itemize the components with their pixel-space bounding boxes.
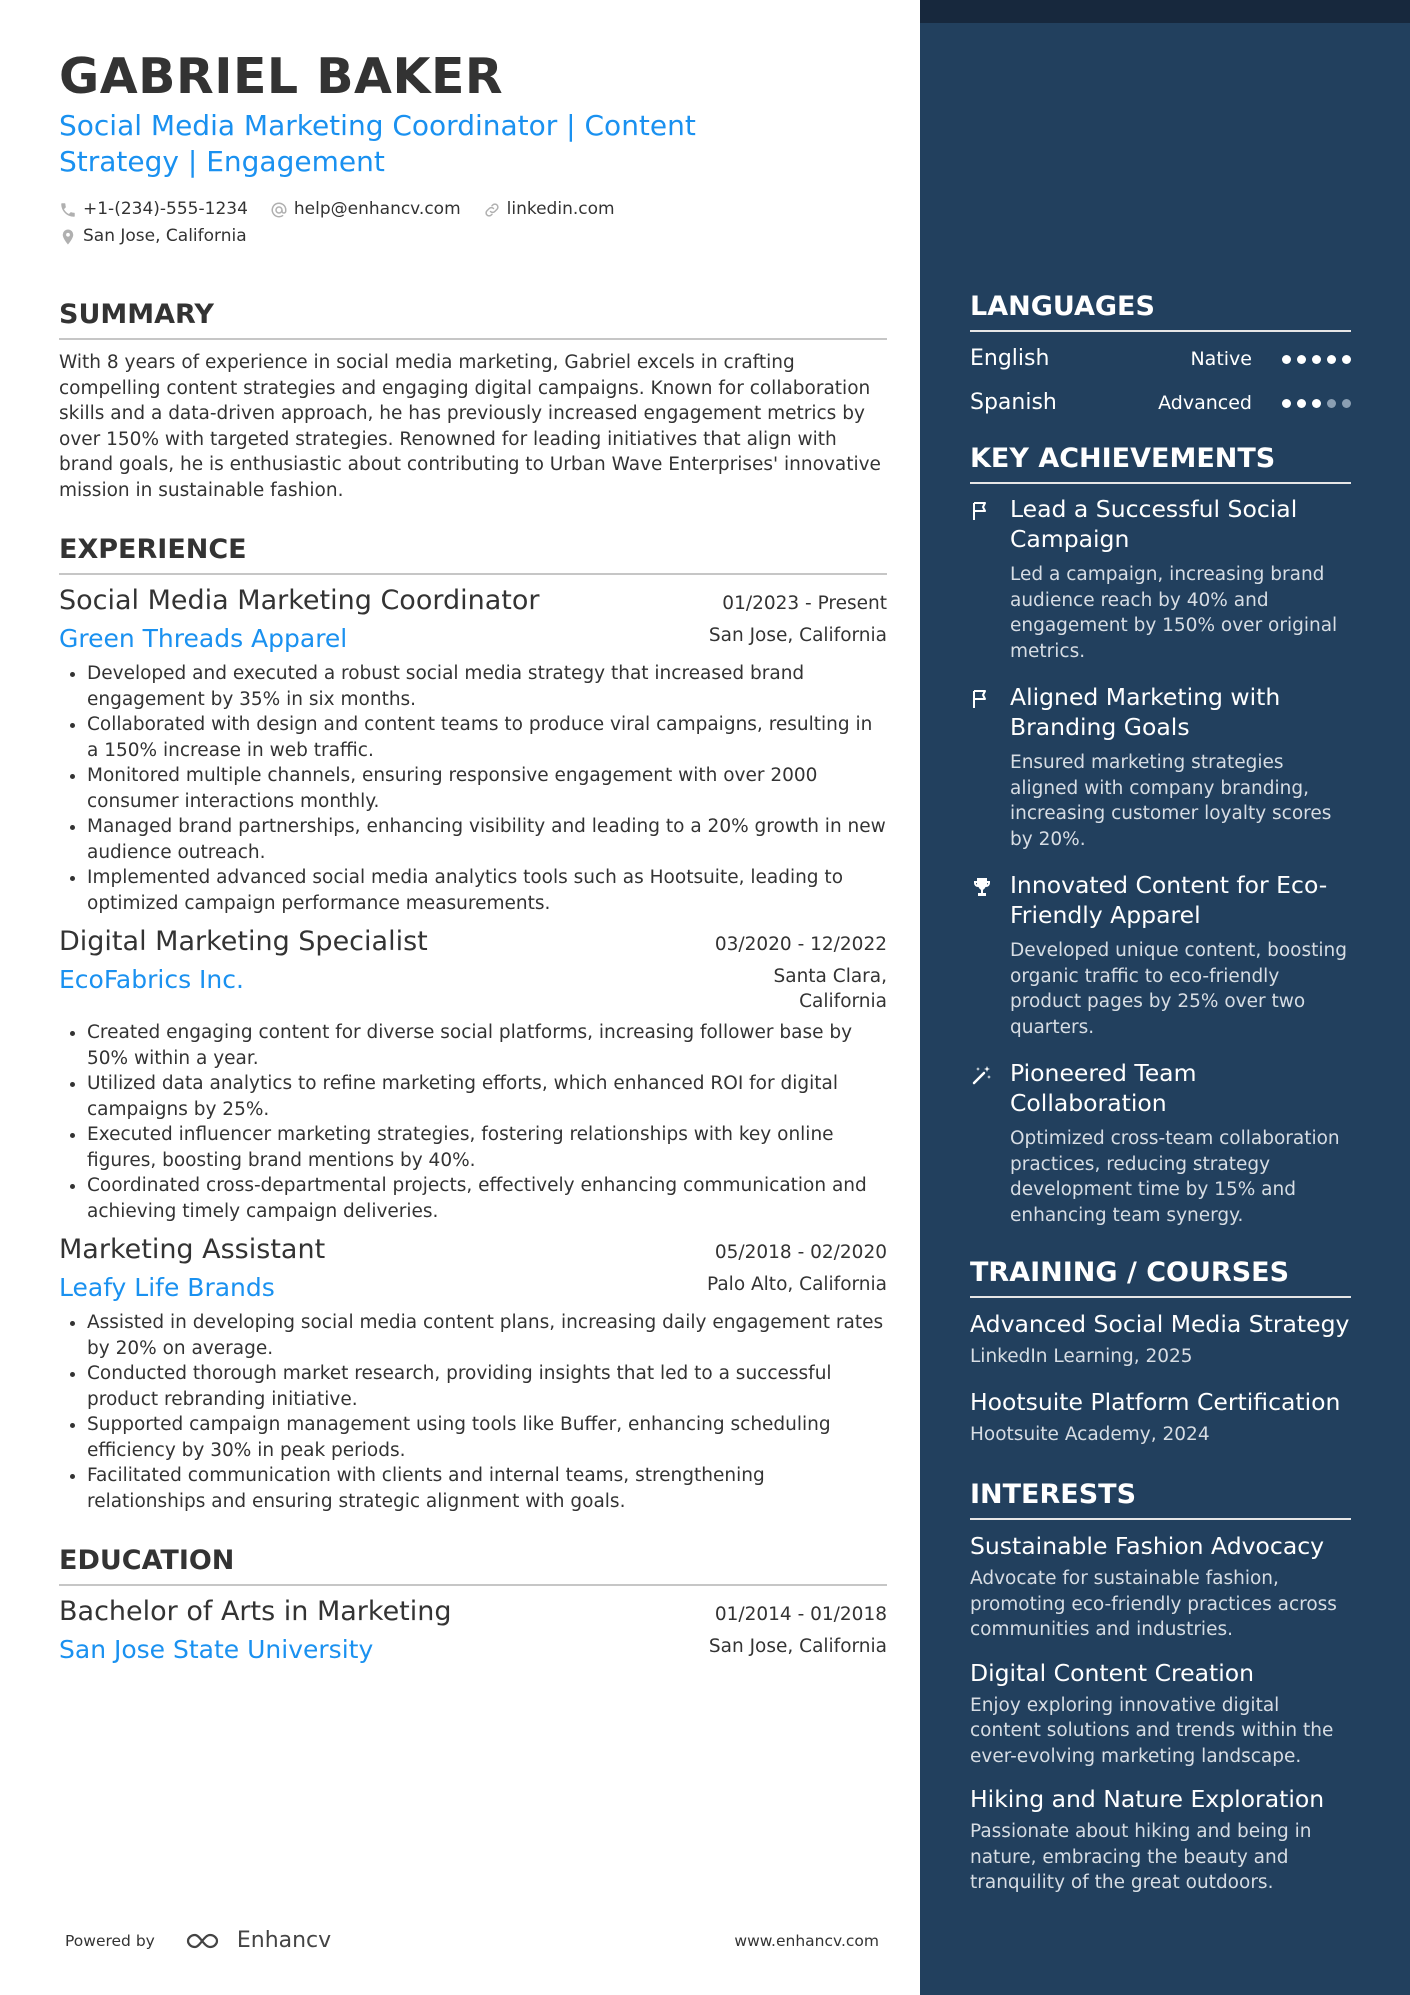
achievement-desc: Ensured marketing strategies aligned with company branding, increasing customer loyalty scores by 20%. — [1010, 752, 1332, 850]
achievement-title: Pioneered Team Collaboration — [1010, 1059, 1197, 1117]
trophy-icon — [970, 875, 994, 899]
phone-icon — [59, 201, 77, 219]
interest-desc: Advocate for sustainable fashion, promoting eco-friendly practices across communities and industries. — [970, 1568, 1337, 1640]
bullet-item: • Conducted thorough market research, providing insights that led to a successful product rebranding initiative. — [87, 1361, 887, 1412]
job-location: Santa Clara, California — [773, 966, 887, 1012]
interest-desc: Enjoy exploring innovative digital content solutions and trends within the ever-evolving marketing landscape. — [970, 1694, 1334, 1767]
education-heading: EDUCATION — [59, 1544, 887, 1586]
magic-wand-icon — [970, 1063, 994, 1087]
interest-title: Hiking and Nature Exploration — [970, 1785, 1325, 1813]
powered-by-label: Powered by — [65, 1931, 155, 1950]
achievements-heading: KEY ACHIEVEMENTS — [970, 442, 1351, 484]
at-icon — [270, 201, 288, 219]
training-heading: TRAINING / COURSES — [970, 1256, 1351, 1298]
education-entry — [59, 1594, 887, 1666]
job-company: EcoFabrics Inc. — [59, 965, 244, 994]
candidate-name: GABRIEL BAKER — [59, 48, 504, 105]
summary-heading: SUMMARY — [59, 298, 887, 340]
bullet-item: • Managed brand partnerships, enhancing visibility and leading to a 20% growth in new audience outreach. — [87, 814, 887, 865]
course-title: Hootsuite Platform Certification — [970, 1388, 1341, 1416]
course-item — [970, 1386, 1351, 1448]
language-proficiency-dots — [1282, 399, 1351, 408]
achievement-title: Lead a Successful Social Campaign — [1010, 495, 1298, 553]
interest-item — [970, 1657, 1351, 1770]
course-item — [970, 1308, 1351, 1370]
job-company: Leafy Life Brands — [59, 1273, 275, 1302]
language-item — [970, 386, 1351, 420]
job-entry — [59, 583, 887, 916]
bullet-item: • Assisted in developing social media content plans, increasing daily engagement rates by 20% on average. — [87, 1310, 887, 1361]
language-level: Native — [1190, 348, 1252, 370]
achievement-item — [970, 1058, 1351, 1228]
map-pin-icon — [59, 228, 77, 246]
location-text: San Jose, California — [83, 226, 247, 246]
filled-dot — [1342, 355, 1351, 364]
achievement-item — [970, 870, 1351, 1040]
achievement-title: Aligned Marketing with Branding Goals — [1010, 683, 1281, 741]
filled-dot — [1297, 355, 1306, 364]
phone-text: +1-(234)-555-1234 — [83, 199, 248, 219]
bullet-item: • Supported campaign management using tools like Buffer, enhancing scheduling efficiency by 30% in peak periods. — [87, 1412, 887, 1463]
job-dates: 01/2023 - Present — [722, 593, 887, 614]
filled-dot — [1297, 399, 1306, 408]
job-location: Palo Alto, California — [707, 1274, 887, 1295]
interest-item — [970, 1530, 1351, 1643]
language-name: English — [970, 346, 1050, 371]
education-dates: 01/2014 - 01/2018 — [714, 1604, 887, 1625]
course-title: Advanced Social Media Strategy — [970, 1310, 1350, 1338]
flag-icon — [970, 687, 994, 711]
flag-icon — [970, 499, 994, 523]
sidebar — [920, 0, 1410, 1995]
degree: Bachelor of Arts in Marketing — [59, 1596, 452, 1627]
filled-dot — [1282, 355, 1291, 364]
language-item — [970, 342, 1351, 376]
interest-title: Digital Content Creation — [970, 1658, 1255, 1687]
bullet-item: • Collaborated with design and content teams to produce viral campaigns, resulting in a 150% increase in web traffic. — [87, 712, 887, 763]
footer — [65, 1928, 879, 1953]
job-bullets — [59, 1310, 887, 1514]
job-bullets — [59, 1020, 887, 1224]
achievement-desc: Developed unique content, boosting organic traffic to eco-friendly product pages by 25% over two quarters. — [1010, 940, 1347, 1038]
job-dates: 05/2018 - 02/2020 — [714, 1242, 887, 1263]
website-link[interactable]: www.enhancv.com — [734, 1931, 879, 1950]
interests-heading: INTERESTS — [970, 1478, 1351, 1520]
infinity-logo-icon — [183, 1929, 229, 1953]
job-dates: 03/2020 - 12/2022 — [714, 934, 887, 955]
bullet-item: • Utilized data analytics to refine marketing efforts, which enhanced ROI for digital campaigns by 25%. — [87, 1071, 887, 1122]
languages-heading: LANGUAGES — [970, 290, 1351, 332]
filled-dot — [1282, 399, 1291, 408]
education-location: San Jose, California — [708, 1636, 887, 1657]
link-icon — [483, 201, 501, 219]
filled-dot — [1312, 355, 1321, 364]
course-provider: LinkedIn Learning, 2025 — [970, 1346, 1193, 1367]
achievement-desc: Optimized cross-team collaboration practices, reducing strategy development time by 15% and enhancing team synergy. — [1010, 1128, 1340, 1226]
job-company: Green Threads Apparel — [59, 624, 348, 653]
job-role: Marketing Assistant — [59, 1234, 326, 1265]
interest-desc: Passionate about hiking and being in nature, embracing the beauty and tranquility of the great outdoors. — [970, 1821, 1312, 1893]
linkedin-contact[interactable] — [483, 196, 615, 223]
sidebar-top-bar — [920, 0, 1410, 23]
bullet-item: • Facilitated communication with clients and internal teams, strengthening relationships and ensuring strategic alignment with goals. — [87, 1463, 887, 1514]
job-entry — [59, 924, 887, 1224]
bullet-item: • Monitored multiple channels, ensuring responsive engagement with over 2000 consumer interactions monthly. — [87, 763, 887, 814]
phone-contact[interactable] — [59, 196, 248, 223]
empty-dot — [1342, 399, 1351, 408]
experience-heading: EXPERIENCE — [59, 533, 887, 575]
language-proficiency-dots — [1282, 355, 1351, 364]
filled-dot — [1327, 355, 1336, 364]
achievement-item — [970, 682, 1351, 852]
bullet-item: • Developed and executed a robust social media strategy that increased brand engagement by 35% in six months. — [87, 661, 887, 712]
empty-dot — [1327, 399, 1336, 408]
location-contact — [59, 223, 247, 250]
bullet-item: • Executed influencer marketing strategies, fostering relationships with key online figures, boosting brand mentions by 40%. — [87, 1122, 887, 1173]
language-level: Advanced — [1158, 392, 1252, 414]
summary-text: With 8 years of experience in social media marketing, Gabriel excels in crafting compelling content strategies and engaging digital campaigns. Known for collaboration skills and a data-driven approach, he has previously increased engagement metrics by over 150% with targeted strategies. Renowned for leading initiatives that align with brand goals, he is enthusiastic about contributing to Urban Wave Enterprises' innovative mission in sustainable fashion. — [59, 352, 881, 501]
email-text: help@enhancv.com — [293, 199, 461, 219]
bullet-item: • Coordinated cross-departmental projects, effectively enhancing communication and achieving timely campaign deliveries. — [87, 1173, 887, 1224]
interest-item — [970, 1783, 1351, 1896]
email-contact[interactable] — [270, 196, 461, 223]
achievement-item — [970, 494, 1351, 664]
brand-name: Enhancv — [236, 1928, 332, 1953]
bullet-item: • Created engaging content for diverse social platforms, increasing follower base by 50% within a year. — [87, 1020, 887, 1071]
linkedin-text: linkedin.com — [506, 199, 615, 219]
enhancv-logo[interactable] — [183, 1928, 331, 1953]
job-role: Social Media Marketing Coordinator — [59, 585, 540, 616]
course-provider: Hootsuite Academy, 2024 — [970, 1424, 1210, 1445]
headline: Social Media Marketing Coordinator | Content Strategy | Engagement — [59, 109, 696, 178]
job-entry — [59, 1232, 887, 1514]
job-bullets — [59, 661, 887, 916]
filled-dot — [1312, 399, 1321, 408]
job-role: Digital Marketing Specialist — [59, 926, 428, 957]
bullet-item: • Implemented advanced social media analytics tools such as Hootsuite, leading to optimized campaign performance measurements. — [87, 865, 887, 916]
language-name: Spanish — [970, 390, 1057, 415]
school: San Jose State University — [59, 1635, 374, 1664]
achievement-desc: Led a campaign, increasing brand audience reach by 40% and engagement by 150% over original metrics. — [1010, 564, 1338, 662]
interest-title: Sustainable Fashion Advocacy — [970, 1532, 1325, 1560]
contact-info — [59, 196, 839, 250]
job-location: San Jose, California — [708, 625, 887, 646]
achievement-title: Innovated Content for Eco-Friendly Apparel — [1010, 871, 1328, 929]
